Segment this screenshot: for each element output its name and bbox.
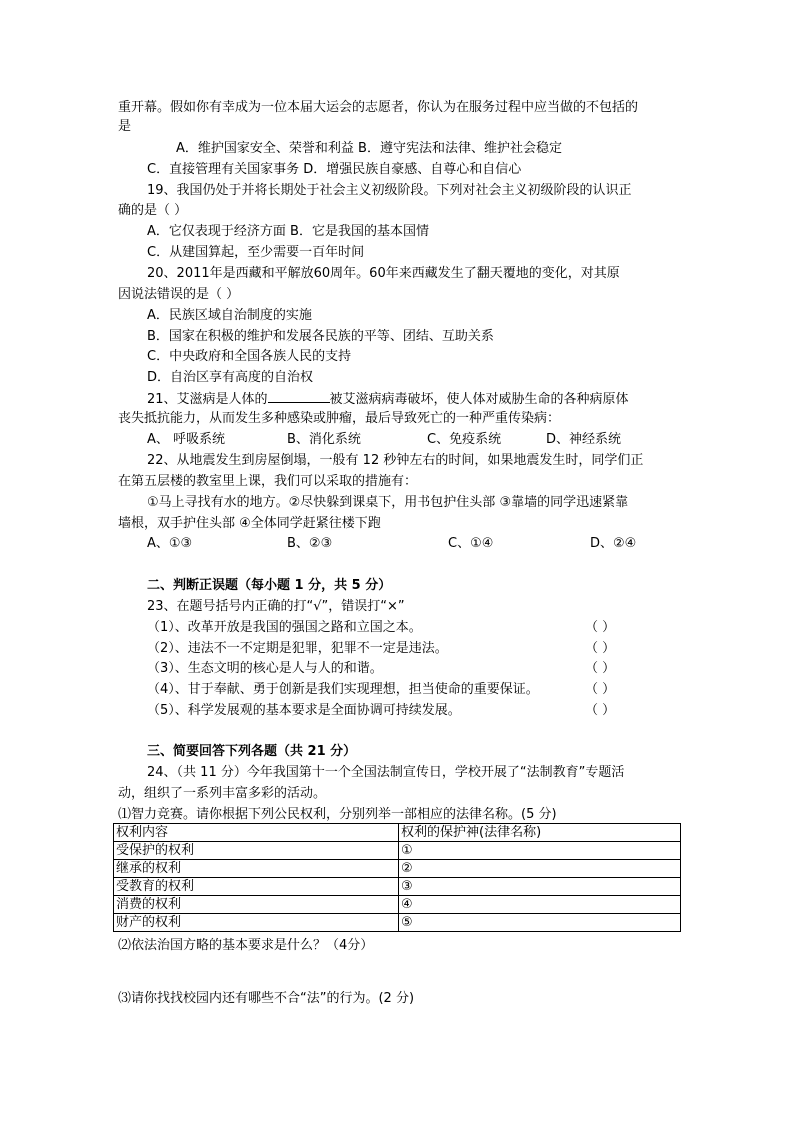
- table-cell: 受教育的权利: [114, 878, 399, 896]
- q22-option-a: A、①③: [147, 536, 193, 551]
- section2-title: 二、判断正误题（每小题 1 分，共 5 分）: [147, 578, 392, 593]
- q22-option-b: B、②③: [287, 536, 333, 551]
- q20-option-a: A．民族区域自治制度的实施: [147, 308, 312, 323]
- q19-stem-line2: 确的是（ ）: [118, 203, 188, 218]
- q20-option-c: C．中央政府和全国各族人民的支持: [147, 349, 352, 364]
- table-row: [114, 896, 681, 914]
- q19-options-ab: A．它仅表现于经济方面 B．它是我国的基本国情: [147, 224, 429, 239]
- q20-stem-line1: 20、2011年是西藏和平解放60周年。60年来西藏发生了翻天覆地的变化，对其原: [147, 266, 620, 281]
- table-cell: 消费的权利: [114, 896, 399, 914]
- table-row: [114, 914, 681, 932]
- table-row: [114, 878, 681, 896]
- q18-stem-line1: 重开幕。假如你有幸成为一位本届大运会的志愿者，你认为在服务过程中应当做的不包括的: [118, 100, 639, 115]
- q22-option-c: C、①④: [448, 536, 494, 551]
- q23-instruction: 23、在题号括号内正确的打“√”，错误打“×”: [147, 599, 405, 614]
- q23-item-5: （5）、科学发展观的基本要求是全面协调可持续发展。: [147, 703, 461, 718]
- table-cell: ②: [399, 860, 681, 878]
- q22-stem-line1: 22、从地震发生到房屋倒塌，一般有 12 秒钟左右的时间，如果地震发生时，同学们正: [147, 453, 644, 468]
- q23-item-2: （2）、违法不一不定期是犯罪，犯罪不一定是违法。: [147, 641, 448, 656]
- table-header-cell: 权利内容: [114, 824, 399, 842]
- table-cell: 继承的权利: [114, 860, 399, 878]
- table-cell: ①: [399, 842, 681, 860]
- answer-parentheses: （ ）: [585, 703, 616, 718]
- q21-stem-line1: [147, 390, 629, 409]
- answer-blank: [268, 390, 330, 403]
- q18-stem-line2: 是: [118, 119, 132, 134]
- q22-stem-line4: 墙根，双手护住头部 ④全体同学赶紧往楼下跑: [118, 516, 381, 531]
- table-cell: ③: [399, 878, 681, 896]
- q18-options-cd: C．直接管理有关国家事务 D．增强民族自豪感、自尊心和自信心: [147, 162, 522, 177]
- q22-option-d: D、②④: [590, 536, 637, 551]
- q21-stem-line2: 丧失抵抗能力，从而发生多种感染或肿瘤，最后导致死亡的一种严重传染病：: [118, 411, 561, 426]
- q21-stem-part2: 被艾滋病病毒破坏，使人体对威胁生命的各种病原体: [329, 392, 629, 407]
- q19-option-c: C．从建国算起，至少需要一百年时间: [147, 245, 365, 260]
- table-cell: 财产的权利: [114, 914, 399, 932]
- q19-stem-line1: 19、我国仍处于并将长期处于社会主义初级阶段。下列对社会主义初级阶段的认识正: [147, 183, 632, 198]
- q23-item-3: （3）、生态文明的核心是人与人的和谐。: [147, 661, 383, 676]
- table-header-cell: 权利的保护神(法律名称): [399, 824, 681, 842]
- q23-item-1: （1）、改革开放是我国的强国之路和立国之本。: [147, 620, 422, 635]
- q21-stem-part1: 21、艾滋病是人体的: [147, 392, 268, 407]
- table-header-row: [114, 824, 681, 842]
- q21-option-d: D、神经系统: [546, 432, 622, 447]
- q20-option-d: D．自治区享有高度的自治权: [147, 370, 314, 385]
- q21-option-c: C、免疫系统: [427, 432, 502, 447]
- section3-title: 三、简要回答下列各题（共 21 分）: [147, 744, 357, 759]
- q22-stem-line2: 在第五层楼的教室里上课，我们可以采取的措施有：: [118, 474, 418, 489]
- table-cell: ④: [399, 896, 681, 914]
- q24-sub1: ⑴智力竞赛。请你根据下列公民权利，分别列举一部相应的法律名称。(5 分): [118, 807, 557, 822]
- answer-parentheses: （ ）: [585, 620, 616, 635]
- q23-item-4: （4）、甘于奉献、勇于创新是我们实现理想，担当使命的重要保证。: [147, 682, 539, 697]
- q20-option-b: B．国家在积极的维护和发展各民族的平等、团结、互助关系: [147, 329, 494, 344]
- rights-table: [113, 823, 681, 932]
- table-cell: ⑤: [399, 914, 681, 932]
- q22-stem-line3: ①马上寻找有水的地方。②尽快躲到课桌下，用书包护住头部 ③靠墙的同学迅速紧靠: [147, 495, 629, 510]
- q24-sub3: ⑶请你找找校园内还有哪些不合“法”的行为。(2 分): [118, 991, 415, 1006]
- q21-option-a: A、 呼吸系统: [147, 432, 226, 447]
- q18-options-ab: A．维护国家安全、荣誉和利益 B．遵守宪法和法律、维护社会稳定: [176, 141, 562, 156]
- table-row: [114, 860, 681, 878]
- q20-stem-line2: 因说法错误的是（ ）: [118, 287, 240, 302]
- q24-stem-line1: 24、（共 11 分）今年我国第十一个全国法制宣传日，学校开展了“法制教育”专题活: [147, 765, 625, 780]
- answer-parentheses: （ ）: [585, 661, 616, 676]
- answer-parentheses: （ ）: [585, 641, 616, 656]
- q21-option-b: B、消化系统: [287, 432, 361, 447]
- answer-parentheses: （ ）: [585, 682, 616, 697]
- table-row: [114, 842, 681, 860]
- q24-sub2: ⑵依法治国方略的基本要求是什么？（4分）: [118, 938, 374, 953]
- table-cell: 受保护的权利: [114, 842, 399, 860]
- q24-stem-line2: 动，组织了一系列丰富多彩的活动。: [118, 786, 327, 801]
